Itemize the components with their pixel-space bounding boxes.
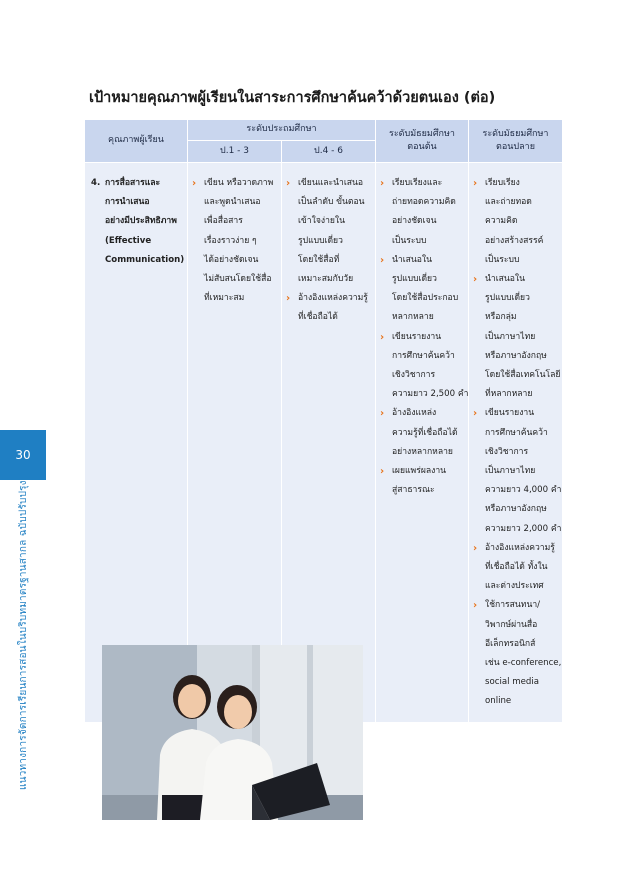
bullet-continuation xyxy=(380,232,468,251)
bullet-text: ความยาว 2,000 คำ xyxy=(485,523,562,534)
header-p4-6 xyxy=(282,141,375,162)
bullet-arrow-icon: › xyxy=(380,254,385,266)
bullet-text: เรียบเรียงและ xyxy=(392,178,443,188)
bullet-continuation xyxy=(473,385,561,404)
criterion-number: 4. xyxy=(91,178,101,188)
bullet-item xyxy=(380,404,468,423)
bullet-continuation xyxy=(473,193,561,212)
bullet-continuation xyxy=(473,366,561,385)
criterion-text: การนำเสนอ xyxy=(105,197,150,208)
bullet-text: เพื่อสื่อสาร xyxy=(204,216,243,227)
bullet-continuation xyxy=(380,347,468,366)
bullet-continuation xyxy=(473,654,561,673)
divider xyxy=(187,120,188,722)
bullet-continuation xyxy=(473,308,561,327)
bullet-item xyxy=(380,174,468,193)
bullet-text: เป็นระบบ xyxy=(485,254,520,265)
bullet-continuation xyxy=(286,232,368,251)
bullet-text: เขียนรายงาน xyxy=(392,331,442,342)
bullet-text: การศึกษาค้นคว้า xyxy=(392,350,455,361)
bullet-text: และถ่ายทอด xyxy=(485,197,532,208)
bullet-continuation xyxy=(473,289,561,308)
bullet-text: เป็นระบบ xyxy=(392,235,427,246)
bullet-text: ความคิด xyxy=(485,216,518,227)
header-p1-3-label: ป.1 - 3 xyxy=(220,145,249,156)
bullet-continuation xyxy=(473,500,561,519)
bullet-text: เผยแพร่ผลงาน xyxy=(392,466,447,477)
bullet-arrow-icon: › xyxy=(286,293,291,305)
criterion-text: (Effective xyxy=(105,235,152,246)
divider xyxy=(375,120,376,722)
bullet-item xyxy=(473,596,561,615)
bullet-text: เขียนและนำเสนอ xyxy=(298,178,364,188)
bullet-continuation xyxy=(286,308,368,327)
divider xyxy=(188,140,375,141)
bullet-continuation xyxy=(286,212,368,231)
bullet-arrow-icon: › xyxy=(286,178,291,189)
bullet-text: หลากหลาย xyxy=(392,312,434,323)
bullet-continuation xyxy=(192,289,273,308)
bullet-item xyxy=(192,174,273,193)
bullet-continuation xyxy=(380,481,468,500)
bullet-text: ที่เชื่อถือได้ ทั้งใน xyxy=(485,562,548,573)
bullet-arrow-icon: › xyxy=(473,178,478,189)
bullet-item xyxy=(380,462,468,481)
bullet-text: เป็นภาษาไทย xyxy=(485,331,536,342)
bullet-text: ไม่สับสนโดยใช้สื่อ xyxy=(204,274,272,285)
bullet-continuation xyxy=(380,443,468,462)
bullet-text: ความยาว 4,000 คำ xyxy=(485,485,562,496)
bullet-item xyxy=(286,289,368,308)
bullet-continuation xyxy=(473,635,561,654)
bullet-continuation xyxy=(286,193,368,212)
bullet-continuation xyxy=(473,212,561,231)
bullet-continuation xyxy=(380,308,468,327)
bullet-continuation xyxy=(473,577,561,596)
bullet-continuation xyxy=(192,251,273,270)
bullet-item xyxy=(473,404,561,423)
bullet-continuation xyxy=(380,270,468,289)
criterion-text: Communication) xyxy=(105,254,185,265)
bullet-text: ที่หลากหลาย xyxy=(485,389,533,400)
bullet-continuation xyxy=(380,385,468,404)
bullet-item xyxy=(473,174,561,193)
bullet-continuation xyxy=(380,212,468,231)
bullet-continuation xyxy=(192,212,273,231)
header-upper-secondary xyxy=(469,120,562,162)
bullet-arrow-icon: › xyxy=(380,466,385,478)
bullet-continuation xyxy=(473,424,561,443)
header-primary-label: ระดับประถมศึกษา xyxy=(246,124,317,135)
bullet-arrow-icon: › xyxy=(192,178,197,189)
bullet-text: โดยใช้สื่อประกอบ xyxy=(392,293,459,304)
bullet-text: เชิงวิชาการ xyxy=(392,370,436,381)
bullet-text: อ้างอิงแหล่งความรู้ xyxy=(485,542,555,553)
page-number-text: 30 xyxy=(15,448,31,462)
bullet-continuation xyxy=(473,673,561,692)
bullet-continuation xyxy=(380,424,468,443)
side-running-title: แนวทางการจัดการเรียนการสอนในบริบทมาตรฐานสากล ฉบับปรับปรุง xyxy=(18,480,29,790)
bullet-text: ที่เหมาะสม xyxy=(204,293,245,304)
page-number xyxy=(0,430,46,480)
bullet-text: ความยาว 2,500 คำ xyxy=(392,389,469,400)
bullet-continuation xyxy=(473,328,561,347)
bullet-text: เป็นลำดับ ขั้นตอน xyxy=(298,197,365,208)
bullet-text: online xyxy=(485,696,512,707)
bullet-item xyxy=(473,539,561,558)
bullet-continuation xyxy=(192,232,273,251)
header-lower-line1: ระดับมัธยมศึกษา xyxy=(388,128,455,139)
header-lower-secondary xyxy=(376,120,468,162)
bullet-text: เขียนรายงาน xyxy=(485,408,535,419)
bullet-text: และพูดนำเสนอ xyxy=(204,197,261,208)
bullet-text: โดยใช้สื่อเทคโนโลยี xyxy=(485,370,561,381)
bullet-text: อย่างหลากหลาย xyxy=(392,446,453,457)
bullet-text: อีเล็กทรอนิกส์ xyxy=(485,638,536,649)
header-upper-line2: ตอนปลาย xyxy=(496,142,535,152)
bullet-continuation xyxy=(473,251,561,270)
bullet-text: สู่สาธารณะ xyxy=(392,485,435,496)
bullet-continuation xyxy=(380,366,468,385)
bullet-continuation xyxy=(473,520,561,539)
bullet-text: ได้อย่างชัดเจน xyxy=(204,254,259,265)
bullet-continuation xyxy=(380,289,468,308)
bullet-text: อย่างชัดเจน xyxy=(392,216,437,227)
bullet-continuation xyxy=(473,443,561,462)
bullet-item xyxy=(473,270,561,289)
bullet-text: เป็นภาษาไทย xyxy=(485,466,536,477)
bullet-continuation xyxy=(473,347,561,366)
bullet-continuation xyxy=(473,232,561,251)
bullet-continuation xyxy=(286,251,368,270)
bullet-arrow-icon: › xyxy=(473,542,478,554)
bullet-text: นำเสนอใน xyxy=(485,274,525,285)
bullet-text: โดยใช้สื่อที่ xyxy=(298,254,340,265)
bullet-continuation xyxy=(473,616,561,635)
bullet-continuation xyxy=(192,193,273,212)
bullet-text: อ้างอิงแหล่ง xyxy=(392,408,437,419)
bullet-continuation xyxy=(192,270,273,289)
bullet-arrow-icon: › xyxy=(380,408,385,420)
header-primary xyxy=(188,120,375,140)
column-p4-6 xyxy=(286,174,368,328)
column-p1-3 xyxy=(192,174,273,308)
header-quality-label: คุณภาพผู้เรียน xyxy=(108,135,164,146)
bullet-text: เรียบเรียง xyxy=(485,178,520,188)
bullet-text: เขียน หรือวาดภาพ xyxy=(204,178,274,188)
column-upper-secondary xyxy=(473,174,561,712)
bullet-arrow-icon: › xyxy=(380,331,385,343)
bullet-continuation xyxy=(473,558,561,577)
divider xyxy=(281,141,282,722)
bullet-text: หรือภาษาอังกฤษ xyxy=(485,350,547,361)
bullet-text: นำเสนอใน xyxy=(392,254,432,265)
bullet-item xyxy=(286,174,368,193)
header-p1-3 xyxy=(188,141,281,162)
header-quality xyxy=(85,120,187,162)
header-lower-line2: ตอนต้น xyxy=(407,142,437,152)
bullet-arrow-icon: › xyxy=(473,600,478,612)
bullet-item xyxy=(380,328,468,347)
bullet-text: หรือกลุ่ม xyxy=(485,312,517,323)
criterion-cell xyxy=(91,174,184,270)
page-title: เป้าหมายคุณภาพผู้เรียนในสาระการศึกษาค้นคว้าด้วยตนเอง (ต่อ) xyxy=(89,90,496,106)
bullet-text: การศึกษาค้นคว้า xyxy=(485,427,548,438)
bullet-arrow-icon: › xyxy=(380,178,385,189)
bullet-continuation xyxy=(473,462,561,481)
bullet-text: เรื่องราวง่าย ๆ xyxy=(204,235,257,246)
bullet-continuation xyxy=(286,270,368,289)
criterion-text: อย่างมีประสิทธิภาพ xyxy=(105,216,177,227)
criterion-line xyxy=(91,174,184,193)
header-upper-line1: ระดับมัธยมศึกษา xyxy=(482,128,549,139)
bullet-text: รูปแบบเดี่ยว xyxy=(485,293,530,304)
bullet-text: ความรู้ที่เชื่อถือได้ xyxy=(392,427,458,438)
bullet-text: เช่น e-conference, xyxy=(485,658,562,669)
bullet-text: เข้าใจง่ายใน xyxy=(298,216,345,227)
divider xyxy=(85,162,562,163)
bullet-continuation xyxy=(473,481,561,500)
bullet-text: เชิงวิชาการ xyxy=(485,446,529,457)
bullet-arrow-icon: › xyxy=(473,274,478,286)
bullet-text: วิพากษ์ผ่านสื่อ xyxy=(485,619,538,630)
bullet-continuation xyxy=(380,193,468,212)
criterion-text: การสื่อสารและ xyxy=(105,178,161,188)
bullet-text: social media xyxy=(485,677,540,688)
bullet-text: และต่างประเทศ xyxy=(485,581,544,592)
bullet-continuation xyxy=(473,692,561,711)
bullet-text: อย่างสร้างสรรค์ xyxy=(485,235,544,246)
bullet-arrow-icon: › xyxy=(473,408,478,420)
bullet-text: อ้างอิงแหล่งความรู้ xyxy=(298,293,368,304)
students-photo xyxy=(102,645,363,820)
bullet-text: ใช้การสนทนา/ xyxy=(485,600,541,611)
header-p4-6-label: ป.4 - 6 xyxy=(314,145,343,156)
bullet-item xyxy=(380,251,468,270)
bullet-text: รูปแบบเดี่ยว xyxy=(298,235,343,246)
bullet-text: เหมาะสมกับวัย xyxy=(298,274,354,285)
students-photo-illustration xyxy=(102,645,363,820)
bullet-text: ถ่ายทอดความคิด xyxy=(392,197,456,208)
column-lower-secondary xyxy=(380,174,468,500)
bullet-text: ที่เชื่อถือได้ xyxy=(298,312,338,323)
bullet-text: หรือภาษาอังกฤษ xyxy=(485,504,547,515)
bullet-text: รูปแบบเดี่ยว xyxy=(392,274,437,285)
